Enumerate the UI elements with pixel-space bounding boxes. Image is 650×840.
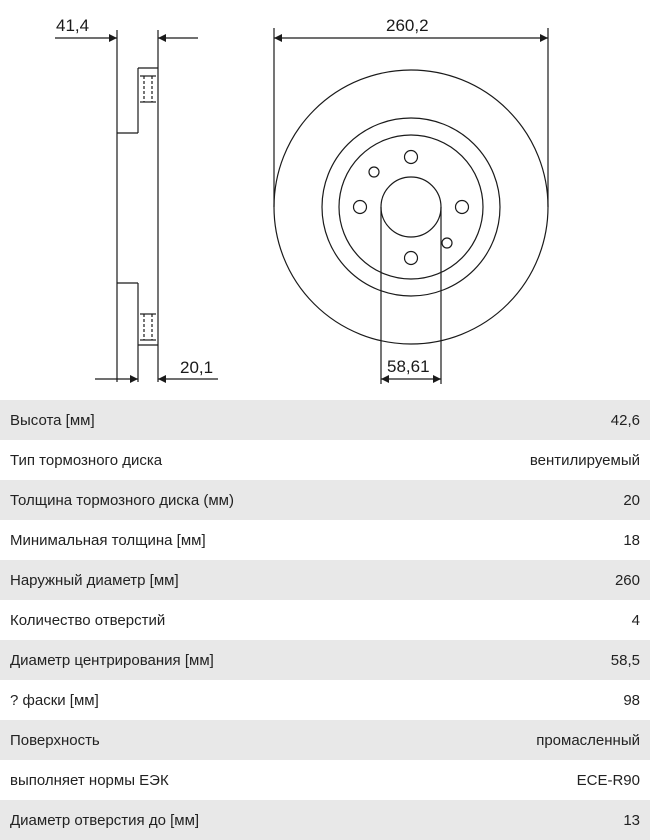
hub-outer (339, 135, 483, 279)
spec-row-ece-norm (0, 760, 650, 800)
locating-hole-upper-left (369, 167, 379, 177)
spec-value: промасленный (536, 731, 640, 749)
spec-value: 20 (623, 491, 640, 509)
dimension-height-label: 41,4 (56, 16, 90, 35)
spec-value: 4 (631, 611, 640, 629)
dimension-thickness-label: 20,1 (180, 358, 214, 377)
spec-row-hole-diameter (0, 800, 650, 840)
braking-surface-inner-edge (322, 118, 500, 296)
bolt-hole-top (405, 151, 418, 164)
bolt-hole-left (354, 201, 367, 214)
spec-value: вентилируемый (529, 451, 640, 469)
bolt-hole-bottom (405, 252, 418, 265)
dimension-outer-diameter (274, 16, 548, 207)
spec-value: 58,5 (610, 651, 640, 669)
spec-label: Количество отверстий (10, 611, 166, 629)
dimension-thickness (95, 358, 218, 379)
spec-label: Диаметр отверстия до [мм] (10, 811, 200, 829)
bolt-hole-right (456, 201, 469, 214)
spec-value: ECE-R90 (576, 771, 640, 789)
outer-rim (274, 70, 548, 344)
spec-value: 260 (614, 571, 640, 589)
spec-row-centering-diameter (0, 640, 650, 680)
disc-side-view (117, 30, 158, 382)
spec-label: Наружный диаметр [мм] (10, 571, 179, 589)
disc-front-view (274, 70, 548, 344)
spec-label: ? фаски [мм] (10, 691, 99, 709)
spec-label: Минимальная толщина [мм] (10, 531, 206, 549)
spec-row-chamfer (0, 680, 650, 720)
center-bore (381, 177, 441, 237)
dimension-center-bore-label: 58,61 (387, 357, 430, 376)
spec-row-disc-thickness (0, 480, 650, 520)
spec-row-outer-diameter (0, 560, 650, 600)
spec-row-surface (0, 720, 650, 760)
spec-value: 98 (623, 691, 640, 709)
spec-row-min-thickness (0, 520, 650, 560)
spec-label: Поверхность (10, 731, 100, 749)
spec-value: 42,6 (610, 411, 640, 429)
spec-label: Толщина тормозного диска (мм) (10, 491, 234, 509)
spec-label: выполняет нормы ЕЭК (10, 771, 169, 789)
locating-hole-lower-right (442, 238, 452, 248)
spec-table (0, 400, 650, 840)
spec-value: 13 (623, 811, 640, 829)
spec-label: Диаметр центрирования [мм] (10, 651, 214, 669)
spec-label: Тип тормозного диска (10, 451, 163, 469)
dimension-height (55, 16, 198, 38)
spec-row-height (0, 400, 650, 440)
spec-row-disc-type (0, 440, 650, 480)
brake-disc-drawing (0, 0, 650, 400)
spec-value: 18 (623, 531, 640, 549)
spec-label: Высота [мм] (10, 411, 95, 429)
dimension-outer-diameter-label: 260,2 (386, 16, 429, 35)
spec-row-hole-count (0, 600, 650, 640)
